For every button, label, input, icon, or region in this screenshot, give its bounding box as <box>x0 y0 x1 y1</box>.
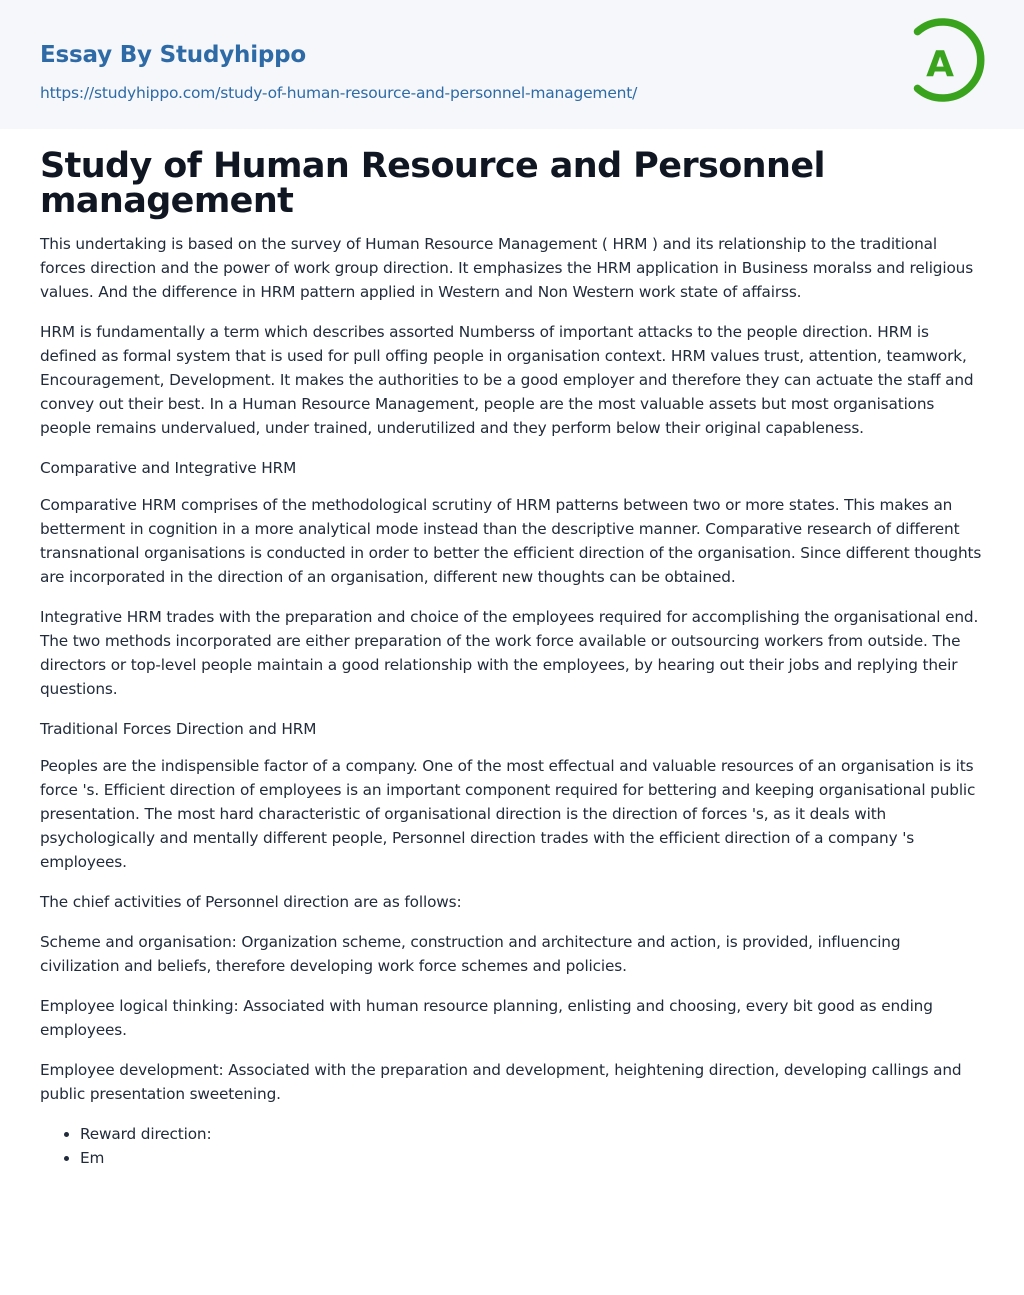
logo-ring-icon <box>912 18 986 106</box>
activity-list <box>40 1122 984 1170</box>
paragraph-scheme: Scheme and organisation: Organization scheme, construction and architecture and action, is provided, influencing civilization and beliefs, therefore developing work force schemes and policies. <box>40 933 901 975</box>
logo-letter: A <box>926 44 954 85</box>
paragraph-employee-development: Employee development: Associated with the preparation and development, heightening direction, developing callings and public presentation sweetening. <box>40 1061 962 1103</box>
paragraph-comparative-hrm: Comparative HRM comprises of the methodological scrutiny of HRM patterns between two or more states. This makes an betterment in cognition in a more analytical mode instead than the descriptive manner. Comparative research of different transnational organisations is conducted in order to better the efficient direction of the organisation. Since different thoughts are incorporated in the direction of an organisation, different new thoughts can be obtained. <box>40 496 982 586</box>
paragraph-employee-logical: Employee logical thinking: Associated with human resource planning, enlisting and choosing, every bit good as ending employees. <box>40 997 933 1039</box>
subheading-traditional-forces: Traditional Forces Direction and HRM <box>40 720 317 738</box>
page-title: Study of Human Resource and Personnel management <box>40 146 825 221</box>
site-header <box>0 0 1024 129</box>
list-item: • Reward direction: <box>80 1122 984 1146</box>
paragraph-peoples: Peoples are the indispensible factor of a company. One of the most effectual and valuable resources of an organisation is its force 's. Efficient direction of employees is an important component required for bettering and keeping organisational public presentation. The most hard characteristic of organisational direction is the direction of forces 's, as it deals with psychologically and mentally different people, Personnel direction trades with the efficient direction of a company 's employees. <box>40 757 976 871</box>
brand-title[interactable]: Essay By Studyhippo <box>40 42 307 68</box>
article <box>40 146 984 1170</box>
list-item: • Em <box>80 1146 984 1170</box>
paragraph-chief-activities: The chief activities of Personnel direction are as follows: <box>40 893 462 911</box>
subheading-comparative-integrative: Comparative and Integrative HRM <box>40 459 297 477</box>
paragraph-hrm-definition: HRM is fundamentally a term which describes assorted Numberss of important attacks to the people direction. HRM is defined as formal system that is used for pull offing people in organisation context. HRM values trust, attention, teamwork, Encouragement, Development. It makes the authorities to be a good employer and therefore they can actuate the staff and convey out their best. In a Human Resource Management, people are the most valuable assets but most organisations people remains undervalued, under trained, underutilized and they perform below their original capableness. <box>40 323 974 437</box>
source-url-link[interactable]: https://studyhippo.com/study-of-human-resource-and-personnel-management/ <box>40 84 638 102</box>
paragraph-integrative-hrm: Integrative HRM trades with the preparation and choice of the employees required for accomplishing the organisational end. The two methods incorporated are either preparation of the work force available or outsourcing workers from outside. The directors or top-level people maintain a good relationship with the employees, by hearing out their jobs and replying their questions. <box>40 608 979 698</box>
paragraph-intro: This undertaking is based on the survey of Human Resource Management ( HRM ) and its relationship to the traditional forces direction and the power of work group direction. It emphasizes the HRM application in Business moralss and religious values. And the difference in HRM pattern applied in Western and Non Western work state of affairss. <box>40 235 974 301</box>
logo[interactable] <box>912 18 986 106</box>
